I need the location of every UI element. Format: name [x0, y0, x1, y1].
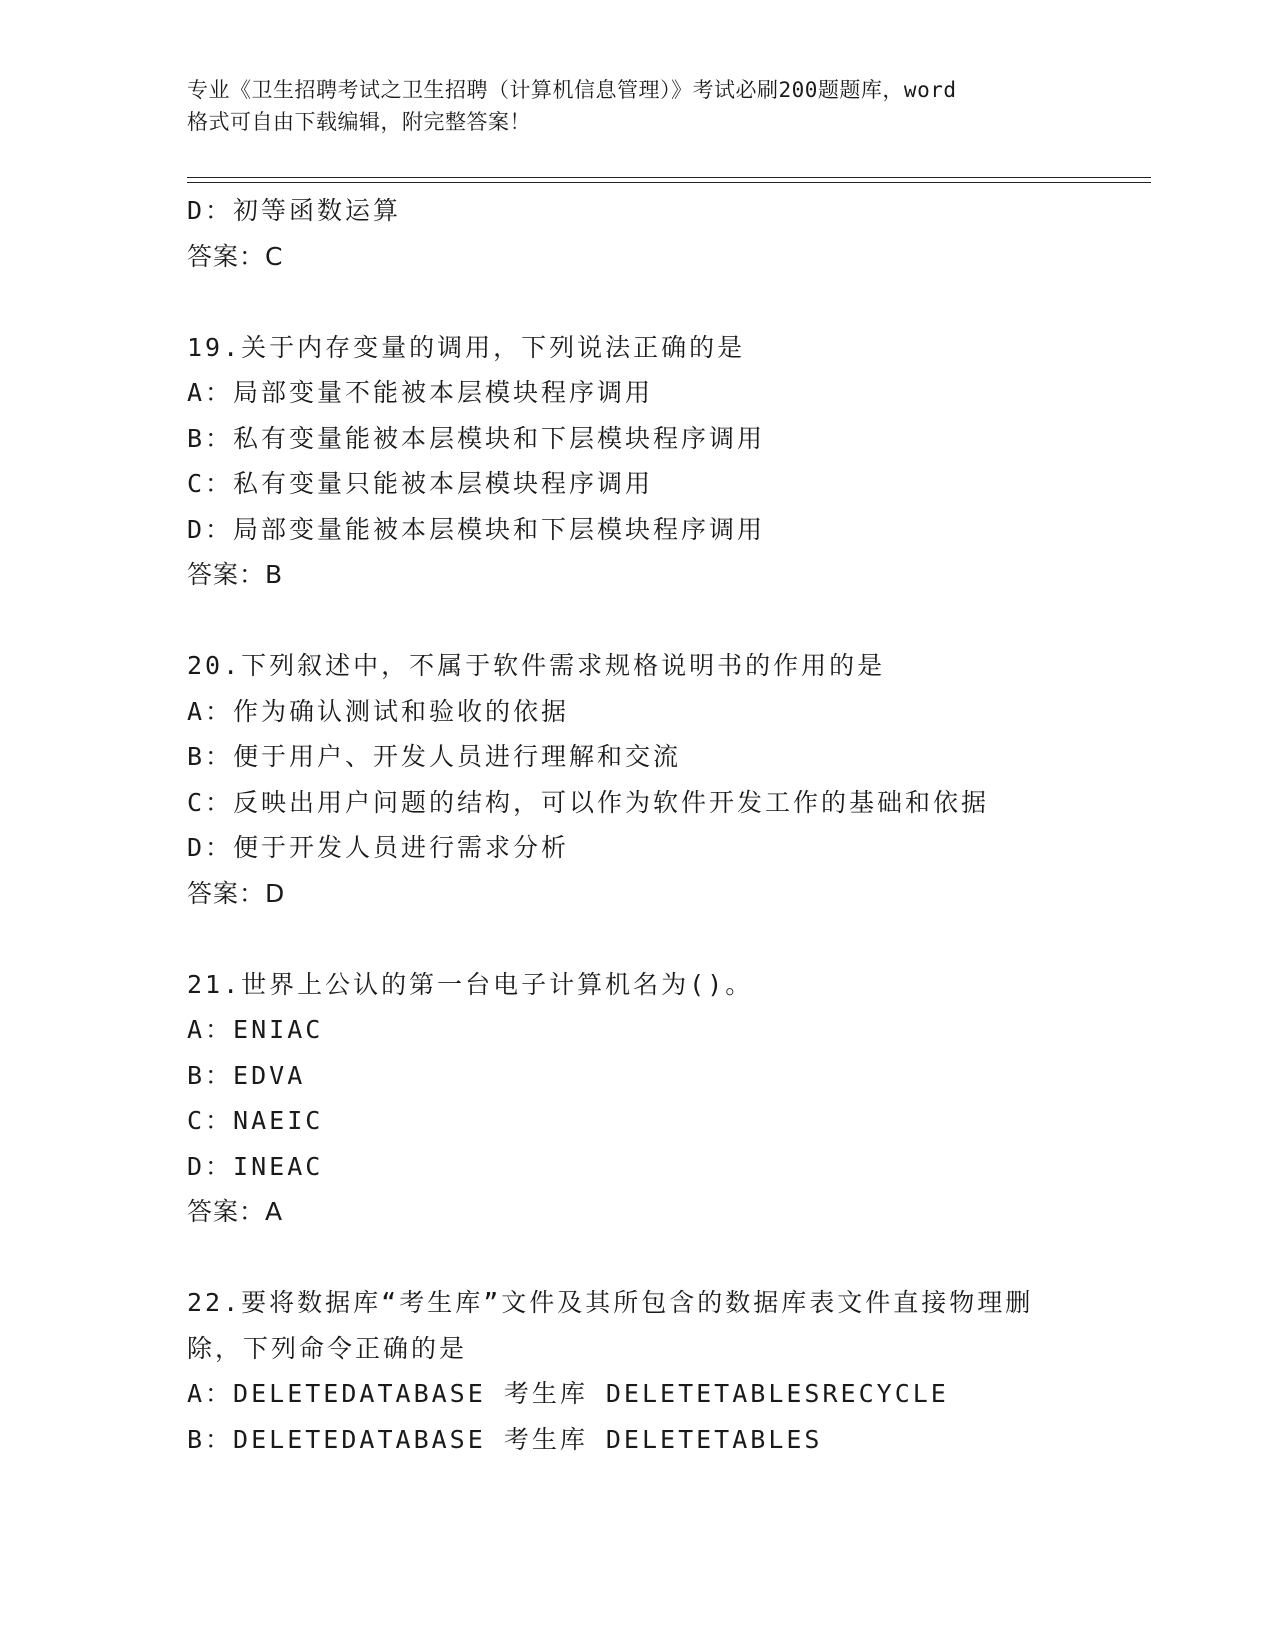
spacer — [187, 1235, 1147, 1281]
answer-line: 答案：D — [187, 878, 286, 908]
option-a: A：ENIAC — [187, 1015, 324, 1044]
header-title-line-1: 专业《卫生招聘考试之卫生招聘（计算机信息管理）》考试必刷200题题库，word — [187, 78, 957, 102]
option-d: D：INEAC — [187, 1151, 324, 1181]
page-header — [187, 74, 1087, 138]
option-d: D：便于开发人员进行需求分析 — [187, 833, 570, 862]
question-block-19 — [187, 325, 1147, 598]
question-block-22 — [187, 1280, 1147, 1462]
question-text: 21.世界上公认的第一台电子计算机名为()。 — [187, 969, 754, 999]
header-divider-top — [187, 177, 1151, 178]
option-d: D：局部变量能被本层模块和下层模块程序调用 — [187, 514, 766, 544]
question-block-20 — [187, 643, 1147, 916]
question-block-18 — [187, 188, 1147, 279]
option-b: B：私有变量能被本层模块和下层模块程序调用 — [187, 423, 766, 453]
option-b: B：便于用户、开发人员进行理解和交流 — [187, 742, 682, 771]
spacer — [187, 916, 1147, 962]
option-c: C：反映出用户问题的结构，可以作为软件开发工作的基础和依据 — [187, 787, 990, 817]
question-text-line-2: 除，下列命令正确的是 — [187, 1333, 468, 1363]
answer-line: 答案：C — [187, 241, 284, 271]
question-block-21 — [187, 962, 1147, 1235]
question-list — [187, 188, 1147, 1462]
spacer — [187, 279, 1147, 325]
header-title-line-2: 格式可自由下载编辑，附完整答案！ — [187, 110, 531, 134]
option-c: C：私有变量只能被本层模块程序调用 — [187, 469, 654, 498]
answer-line: 答案：A — [187, 1197, 284, 1226]
question-text: 20.下列叙述中，不属于软件需求规格说明书的作用的是 — [187, 651, 886, 680]
question-text: 19.关于内存变量的调用，下列说法正确的是 — [187, 332, 746, 362]
option-a: A：作为确认测试和验收的依据 — [187, 696, 570, 726]
answer-line: 答案：B — [187, 560, 284, 589]
spacer — [187, 598, 1147, 644]
header-divider-bottom — [187, 182, 1151, 183]
option-c: C：NAEIC — [187, 1106, 324, 1135]
option-a: A：DELETEDATABASE 考生库 DELETETABLESRECYCLE — [187, 1379, 949, 1408]
option-b: B：EDVA — [187, 1060, 306, 1090]
option-d: D：初等函数运算 — [187, 196, 402, 225]
option-b: B：DELETEDATABASE 考生库 DELETETABLES — [187, 1424, 823, 1454]
option-a: A：局部变量不能被本层模块程序调用 — [187, 378, 654, 407]
question-text-line-1: 22.要将数据库“考生库”文件及其所包含的数据库表文件直接物理删 — [187, 1288, 1034, 1317]
